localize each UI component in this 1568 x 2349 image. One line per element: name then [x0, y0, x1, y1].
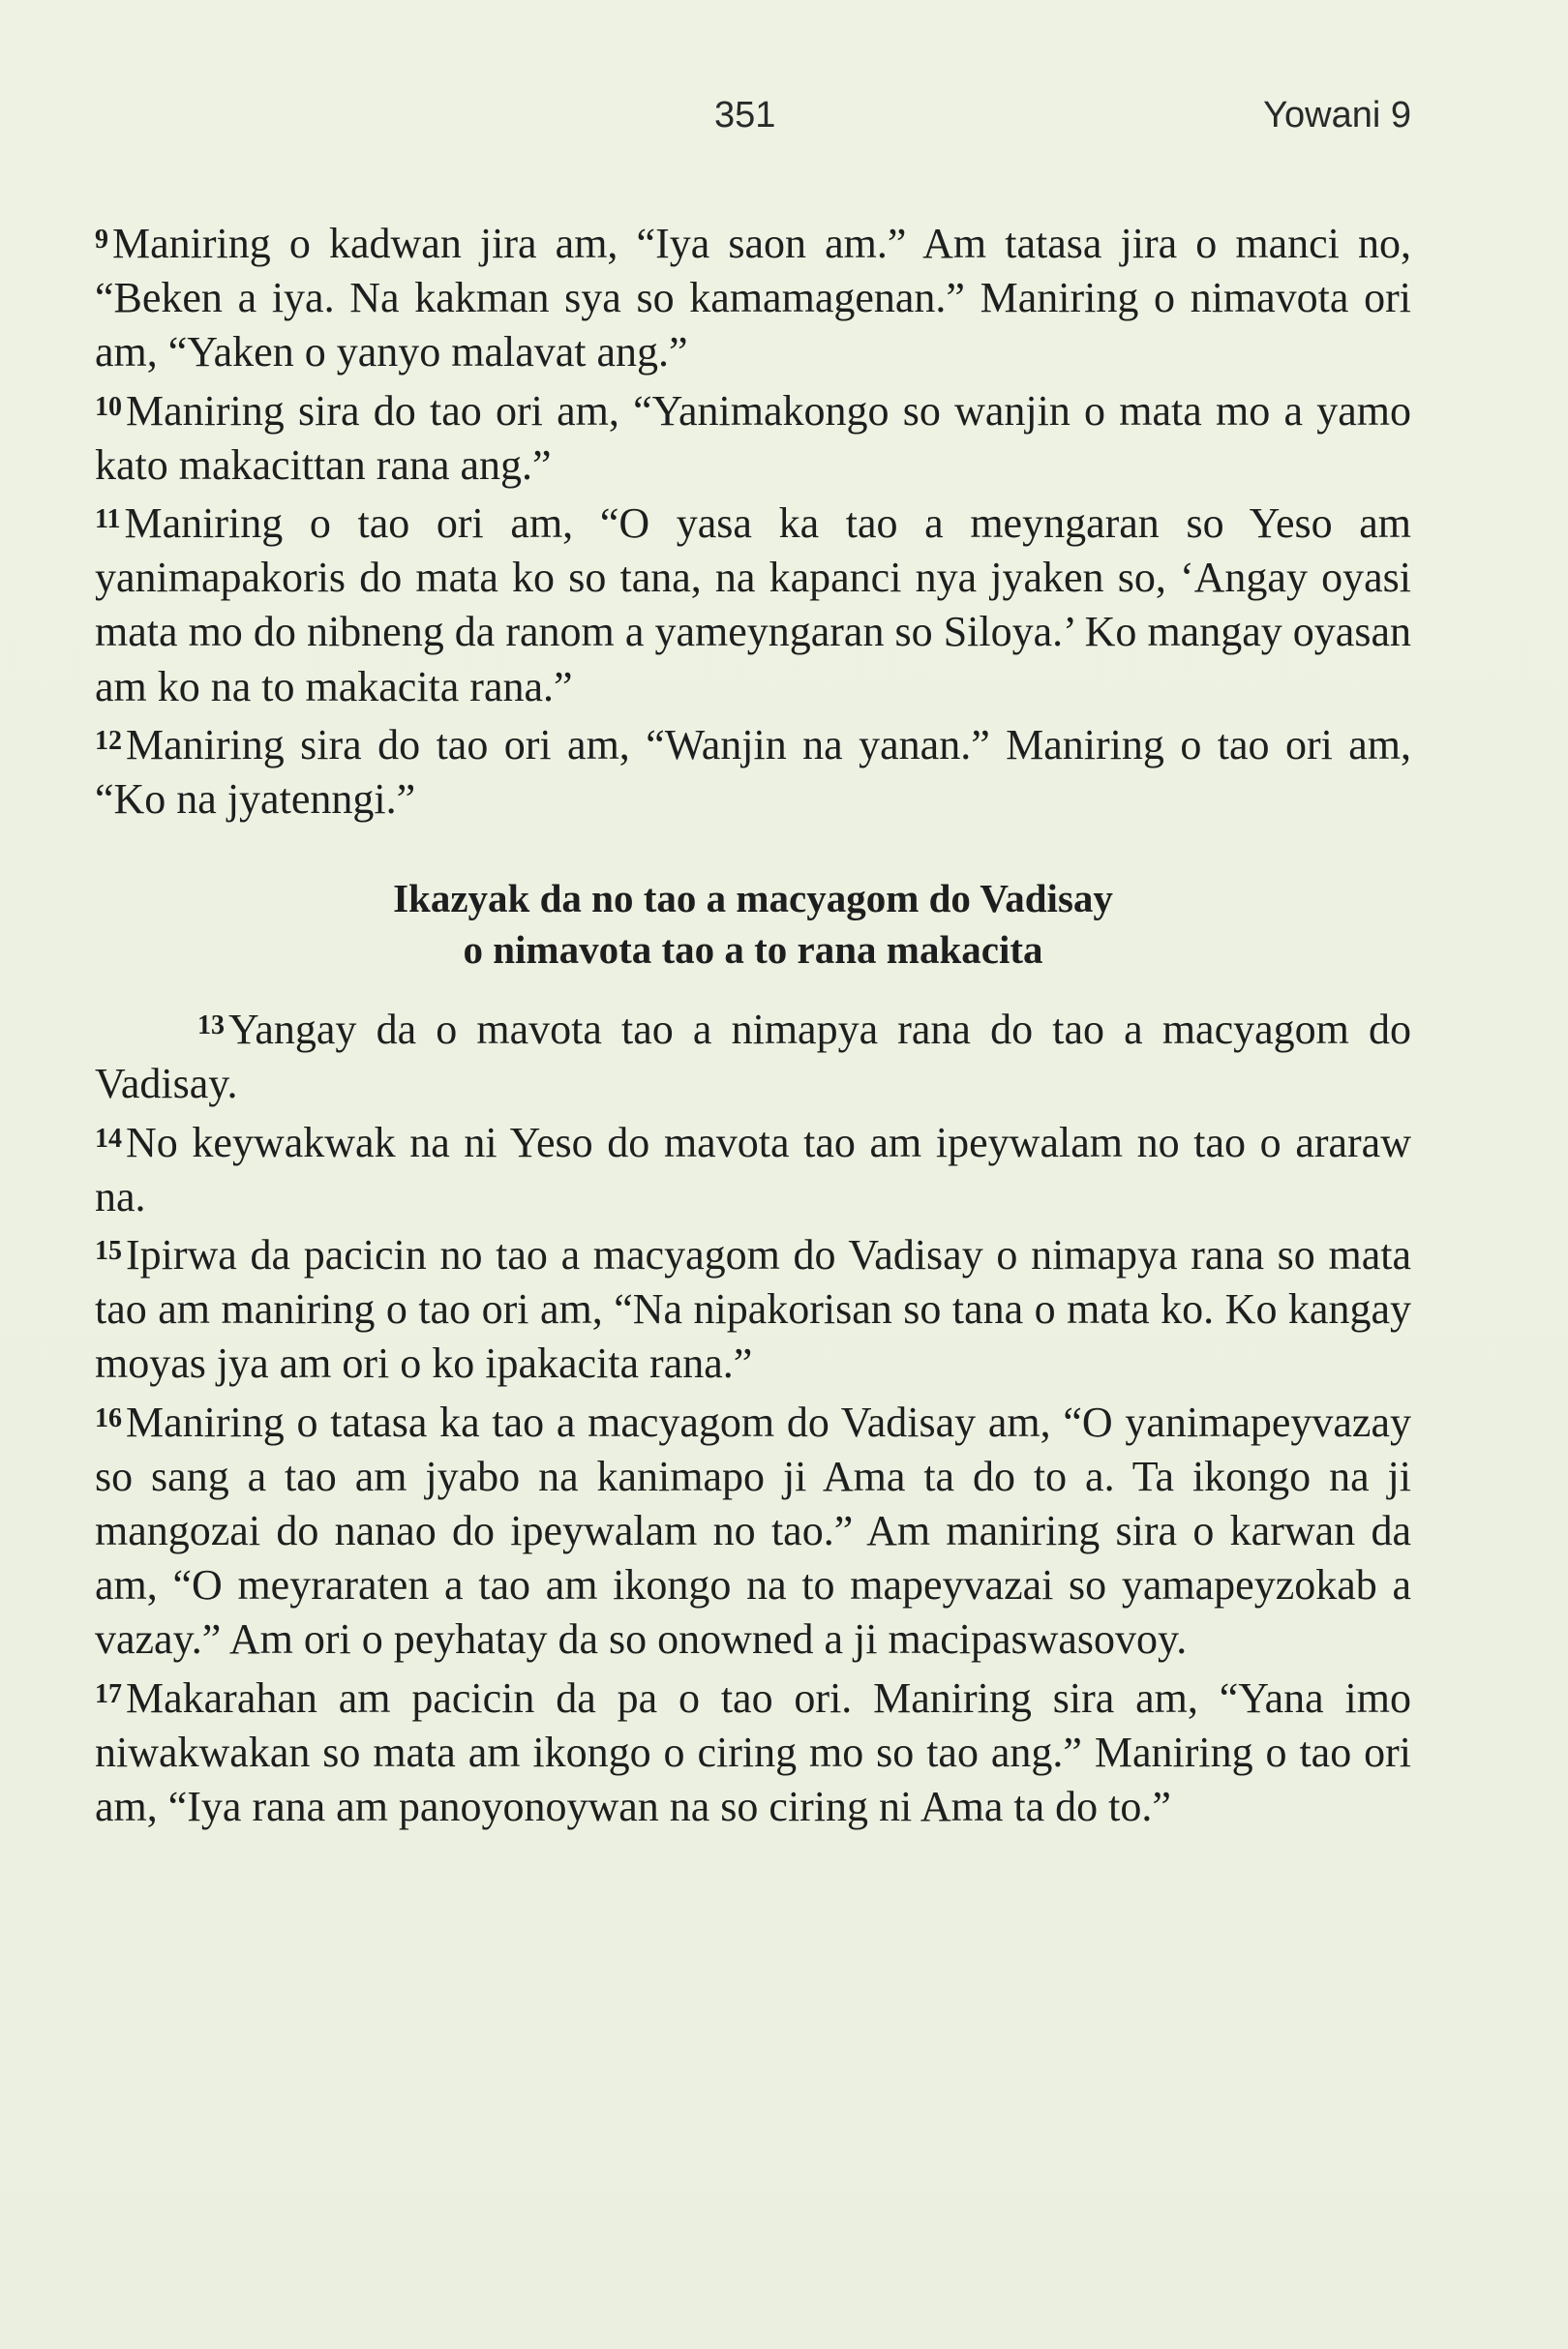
section-heading-line: o nimavota tao a to rana makacita [463, 927, 1043, 973]
verse-text: Yangay da o mavota tao a nimapya rana do tao a macyagom do Vadisay. [95, 1006, 1411, 1108]
verse-text: No keywakwak na ni Yeso do mavota tao am ipeywalam no tao o araraw na. [95, 1118, 1411, 1220]
verse-number: 10 [95, 391, 122, 422]
verse-number: 17 [95, 1678, 122, 1709]
verse-text: Ipirwa da pacicin no tao a macyagom do Vadisay o nimapya rana so mata tao am maniring o tao ori am, “Na nipakorisan so tana o mata ko. Ko kangay moyas jya am ori o ko ipakacita rana.” [95, 1231, 1411, 1388]
verse-number: 14 [95, 1123, 122, 1154]
verse [95, 1112, 1411, 1224]
verse-text: Maniring o tatasa ka tao a macyagom do Vadisay am, “O yanimapeyvazay so sang a tao am jyabo na kanimapo ji Ama ta do to a. Ta ikongo na ji mangozai do nanao do ipeywalam no tao.” Am maniring sira o karwan da am, “O meyraraten a tao am ikongo na to mapeyvazai so yamapeyzokab a vazay.” Am ori o peyhatay da so onowned a ji macipaswasovoy. [95, 1398, 1411, 1664]
verse-number: 9 [95, 225, 108, 255]
verse-text: Maniring sira do tao ori am, “Wanjin na yanan.” Maniring o tao ori am, “Ko na jyatenngi.” [95, 720, 1411, 824]
verse-text: Maniring o tao ori am, “O yasa ka tao a meyngaran so Yeso am yanimapakoris do mata ko so tana, na kapanci nya jyaken so, ‘Angay oyasi mata mo do nibneng da ranom a yameyngaran so Siloya.’ Ko mangay oyasan am ko na to makacita rana.” [95, 499, 1411, 710]
verse-number: 12 [95, 725, 122, 756]
running-head: Yowani 9 [1263, 95, 1411, 136]
verse [95, 714, 1411, 827]
verse [95, 999, 1411, 1111]
verse [95, 493, 1411, 714]
verse-text: Makarahan am pacicin da pa o tao ori. Maniring sira am, “Yana imo niwakwakan so mata am ikongo o ciring mo so tao ang.” Maniring o tao ori am, “Iya rana am panoyonoywan na so ciring ni Ama ta do to.” [95, 1673, 1411, 1831]
verse-number: 15 [95, 1236, 122, 1267]
verse-text: Maniring sira do tao ori am, “Yanimakongo so wanjin o mata mo a yamo kato makacittan rana ang.” [95, 386, 1411, 489]
verse [95, 1224, 1411, 1392]
page-number: 351 [714, 95, 776, 136]
page-header [95, 95, 1411, 153]
verse [95, 1392, 1411, 1668]
body-text [95, 213, 1411, 1834]
section-heading [95, 873, 1411, 976]
verse [95, 380, 1411, 493]
verse-number: 16 [95, 1402, 122, 1433]
section-heading-line: Ikazyak da no tao a macyagom do Vadisay [393, 876, 1113, 921]
verse-number: 13 [197, 1010, 225, 1041]
verse-number: 11 [95, 504, 121, 535]
verse-text: Maniring o kadwan jira am, “Iya saon am.” Am tatasa jira o manci no, “Beken a iya. Na kakman sya so kamamagenan.” Maniring o nimavota ori am, “Yaken o yanyo malavat ang.” [95, 220, 1411, 376]
verse [95, 213, 1411, 380]
verse [95, 1668, 1411, 1835]
